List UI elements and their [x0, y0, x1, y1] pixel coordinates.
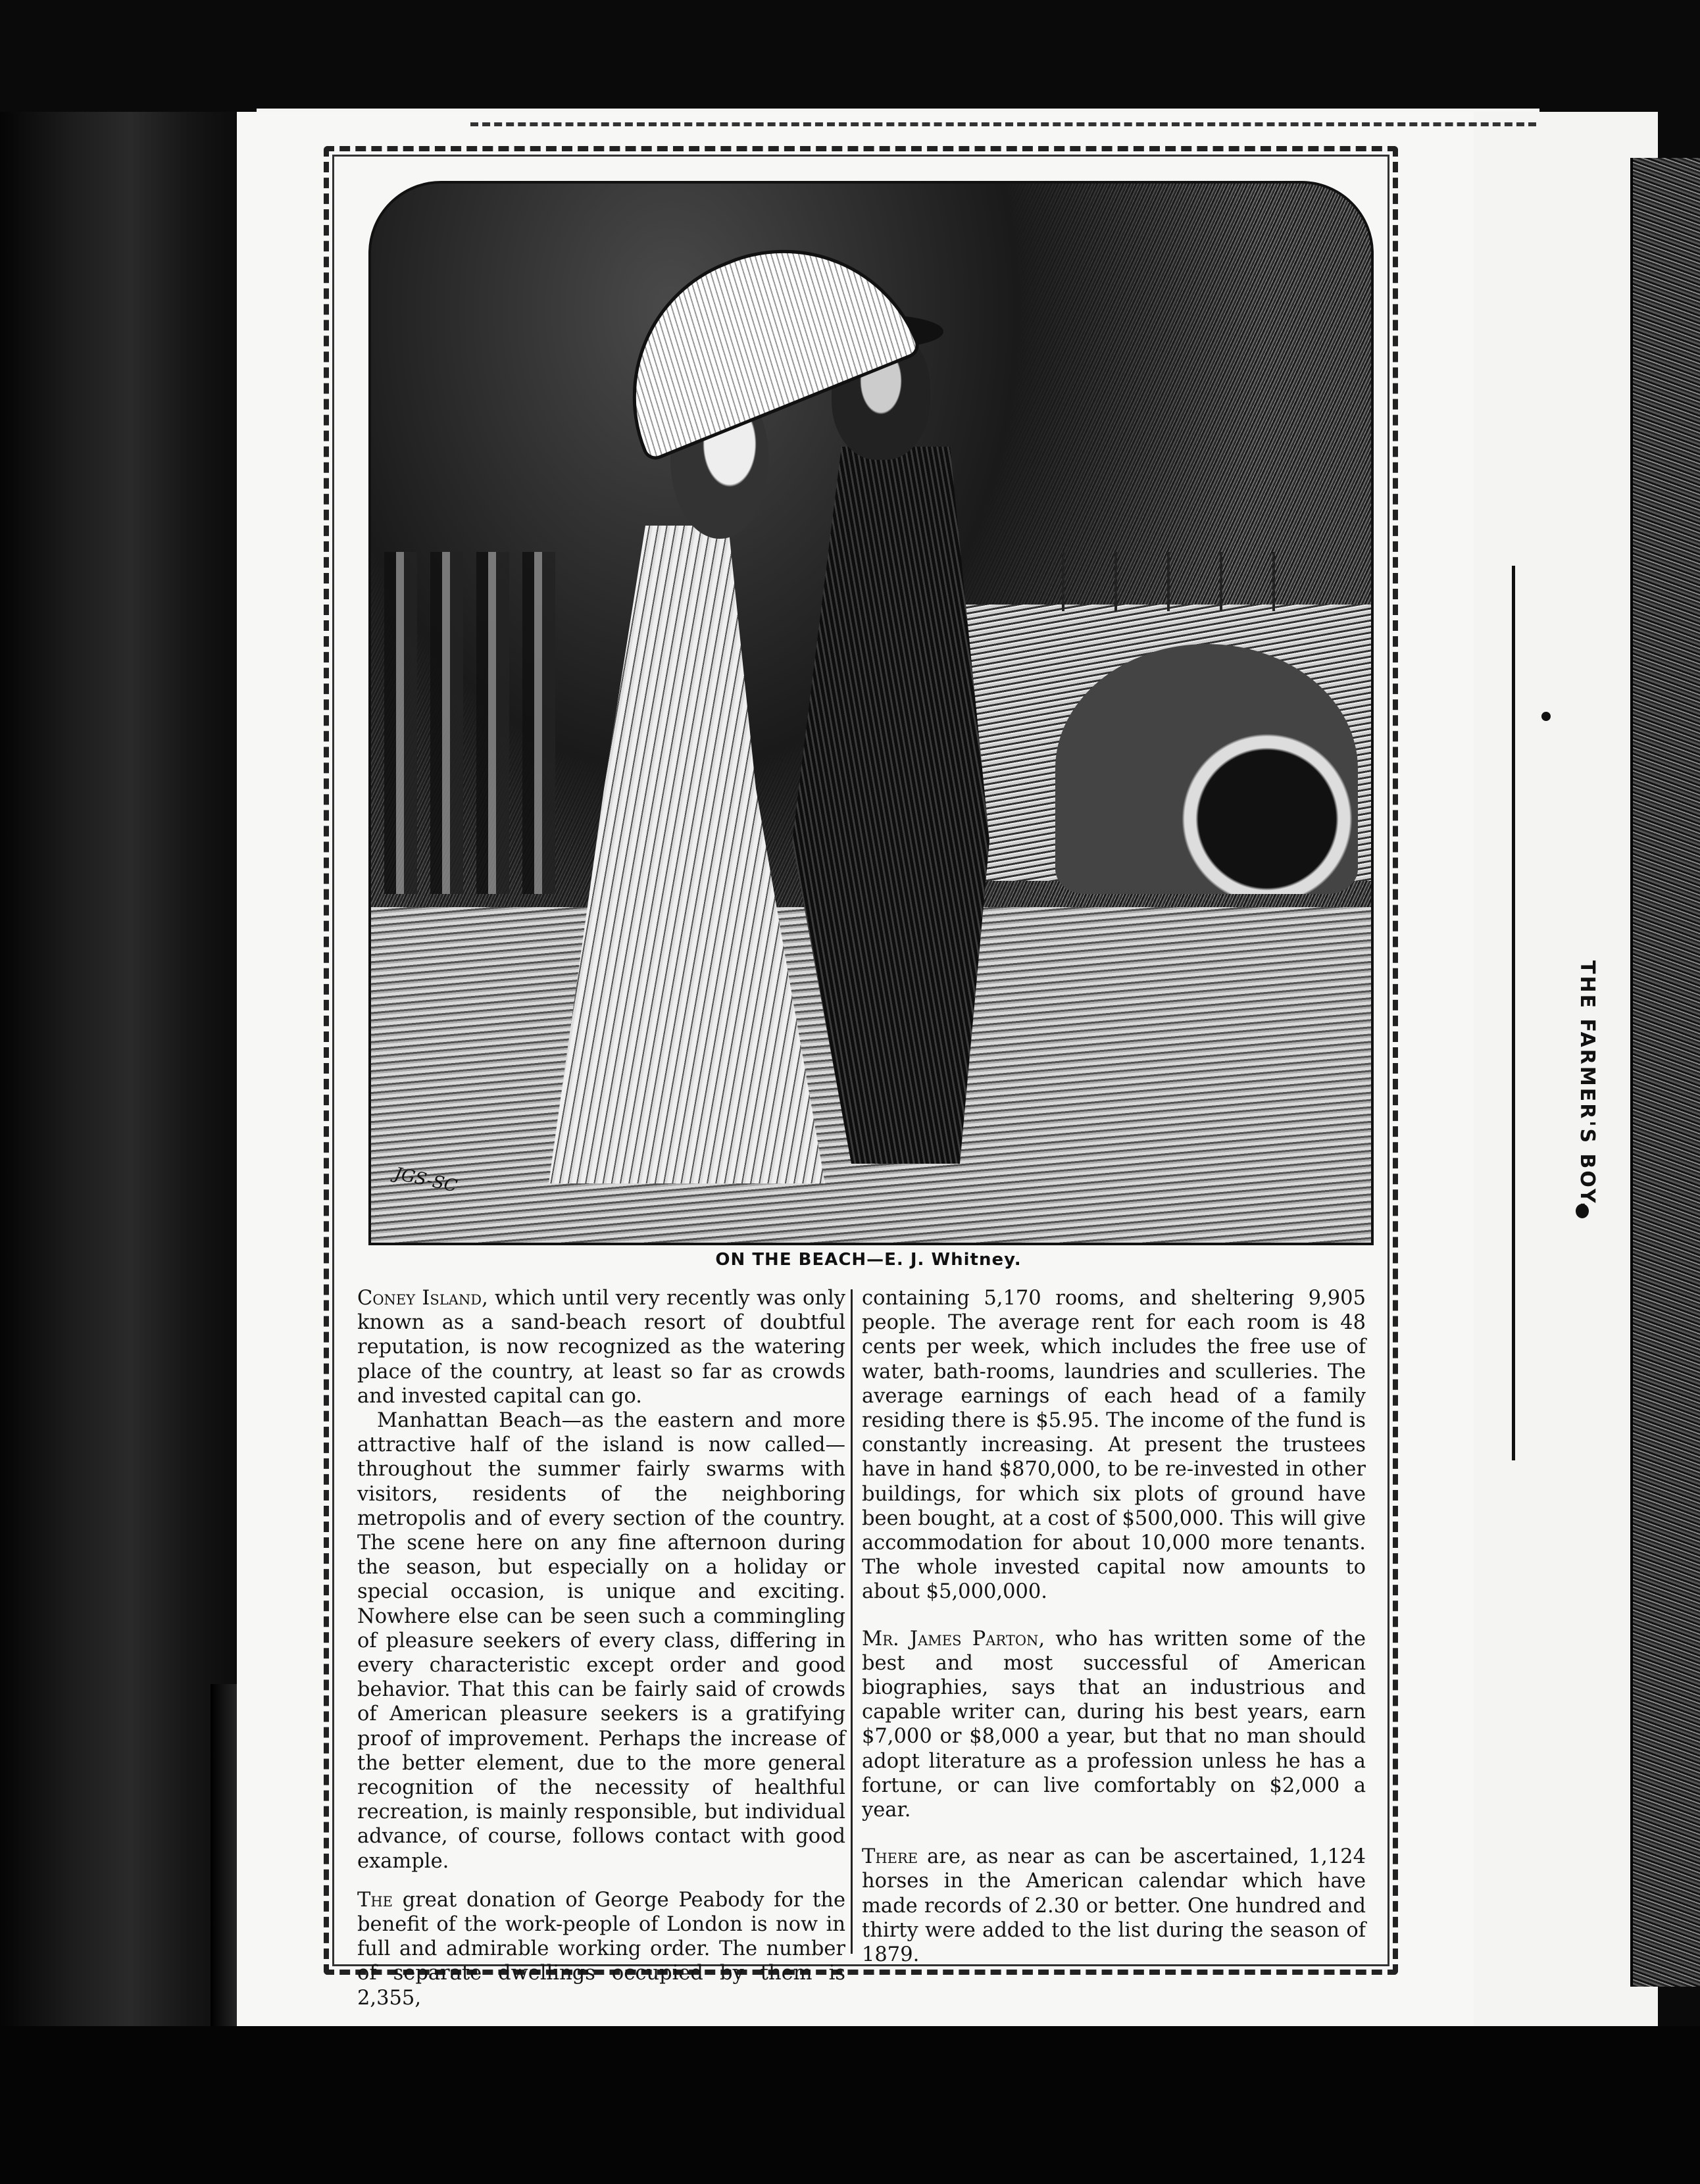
ships [1036, 552, 1312, 611]
microfilm-margin-bottom [0, 2026, 1700, 2184]
breaking-wave [1055, 644, 1358, 894]
column-rule [851, 1289, 853, 1954]
paragraph-peabody-cont [862, 1286, 1366, 1604]
paragraph-peabody [357, 1888, 845, 2010]
adjacent-page-engraving [1630, 158, 1700, 1987]
paragraph-text: containing 5,170 rooms, and sheltering 9,905 people. The average rent for each room is 48 cents per week, which includes the free use of water, bath-rooms, laundries and sculleries. The average earnings of each head of a family residing there is $5.95. The income of the fund is constantly increasing. At present the trustees have in hand $870,000, to be re-invested in other buildings, for which six plots of ground have been bought, at a cost of $500,000. This will give accommodation for about 10,000 more tenants. The whole invested capital now amounts to about $5,000,000. [862, 1287, 1366, 1604]
article-right-column [862, 1286, 1366, 1967]
illustration-caption: ON THE BEACH—E. J. Whitney. [715, 1250, 1022, 1270]
engraving-illustration [368, 181, 1374, 1245]
lead-in: The [357, 1888, 393, 1912]
background-figures [384, 552, 568, 894]
lead-in: Mr. James Parton [862, 1627, 1039, 1650]
paragraph-parton [862, 1627, 1366, 1823]
paragraph-text: great donation of George Peabody for the benefit of the work-people of London is now in full and admirable working order. The number of separate dwellings occupied by them is 2,355, [357, 1888, 845, 2010]
microfilm-margin-left [0, 112, 237, 2052]
paragraph-text: , which until very recently was only known as a sand-beach resort of doubtful reputation, is now recognized as the watering place of the country, at least so far as crowds and invested capital can go. [357, 1287, 845, 1408]
top-border [470, 122, 1536, 136]
woman-figure [549, 526, 825, 1183]
paragraph-manhattan-beach [357, 1408, 845, 1874]
margin-dot [1541, 712, 1551, 721]
paragraph-text: , who has written some of the best and most successful of American biographies, says that an industrious and capable writer can, during his best years, earn $7,000 or $8,000 a year, but that no man should adopt literature as a profession unless he has a fortune, or can live comfortably on $2,000 a year. [862, 1627, 1366, 1822]
article-left-column [357, 1286, 845, 2010]
artist-signature: JGS-SC [392, 1164, 459, 1197]
paragraph-text: Manhattan Beach—as the eastern and more attractive half of the island is now called—throughout the summer fairly swarms with visitors, residents of the neighboring metropolis and of every section of the country. The scene here on any fine afternoon during the season, but especially on a holiday or special occasion, is unique and exciting. Nowhere else can be seen such a commingling of pleasure seekers of every class, differing in every characteristic except order and good behavior. That this can be fairly said of crowds of American pleasure seekers is a gratifying proof of improvement. Perhaps the increase of the better element, due to the more general recognition of the necessity of healthful recreation, is mainly responsible, but individual advance, of course, follows contact with good example. [357, 1409, 845, 1873]
paragraph-text: are, as near as can be ascertained, 1,124 horses in the American calendar which have made records of 2.30 or better. One hundred and thirty were added to the list during the season of 1879. [862, 1845, 1366, 1967]
paragraph-horses [862, 1845, 1366, 1967]
margin-rule [1512, 566, 1520, 1460]
lead-in: Coney Island [357, 1287, 482, 1310]
paragraph-coney-island [357, 1286, 845, 1408]
lead-in: There [862, 1845, 918, 1869]
spine-label: THE FARMER'S BOY. [1576, 960, 1599, 1212]
